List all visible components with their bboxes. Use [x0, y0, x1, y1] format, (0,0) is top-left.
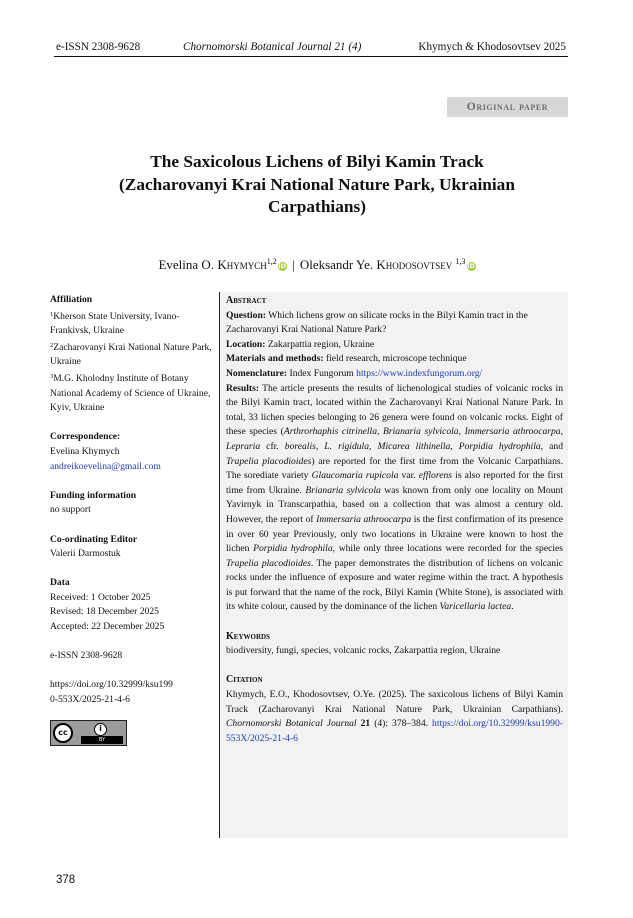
funding-heading: Funding information [50, 489, 137, 501]
results-segment: . The paper demonstrates the distribution of lichens on volcanic rocks under the influence of exposure and water regime within the tract. A hypothesis is put forward that the name of the rock, Bilyi Kamin (White Stone), is associated with its white colour, caused by the dominance of the lichen [226, 557, 563, 613]
affiliation-item [50, 339, 220, 370]
correspondence-email-link[interactable]: andreikoevelina@gmail.com [50, 460, 161, 472]
results-segment: is the first confirmation of its presence in over 60 year Previously, only two locations in Ukraine were known to host the lichen [226, 513, 564, 555]
results-text [226, 383, 563, 613]
methods-label: Materials and methods: [226, 353, 324, 365]
nomenclature-text: Index Fungorum [289, 367, 354, 379]
results-segment: and [543, 440, 563, 452]
keywords-heading: Keywords [226, 630, 270, 642]
species-name: Trapelia placodioides [226, 455, 312, 467]
species-name: Immersaria athroocarpa [316, 513, 412, 525]
citation-doi-link[interactable]: https://doi.org/10.32999/ksu1990-553X/2025-21-4-6 [226, 718, 563, 744]
funding-text: no support [50, 504, 91, 516]
article-type-badge: Original paper [447, 97, 568, 117]
citation-pages: (4): 378–384. [370, 718, 429, 730]
citation-volume: 21 [360, 718, 371, 730]
article-info-sidebar [50, 293, 220, 746]
citation-text [226, 688, 563, 746]
revised-date: Revised: 18 December 2025 [50, 606, 159, 618]
title-line: Carpathians) [268, 197, 366, 216]
abstract-results [226, 382, 563, 616]
received-date: Received: 1 October 2025 [50, 591, 151, 603]
sidebar-eissn: e-ISSN 2308-9628 [50, 650, 123, 662]
affiliation-text: Zacharovanyi Krai National Nature Park, Ukraine [50, 341, 212, 368]
affiliation-text: Kherson State University, Ivano-Frankivsk, Ukraine [50, 310, 180, 337]
nomenclature-label: Nomenclature: [226, 367, 288, 379]
author-affiliation-sup: 1,3 [455, 257, 466, 266]
editor-heading: Co-ordinating Editor [50, 533, 138, 545]
results-segment: , while only three locations were recorded for the species [332, 543, 563, 555]
index-fungorum-link[interactable]: https://www.indexfungorum.org/ [356, 367, 483, 379]
results-segment: ) are reported for the first time from the Volcanic Carpathians. The sorediate variety [226, 455, 563, 482]
affiliation-number: 1 [50, 310, 54, 318]
citation-journal: Chornomorski Botanical Journal [226, 718, 357, 730]
species-name: Trapelia placodioides [226, 557, 311, 569]
author-separator: | [291, 257, 295, 272]
methods-text: field research, microscope technique [325, 353, 467, 365]
location-text: Zakarpattia region, Ukraine [267, 338, 375, 350]
author-list [60, 253, 574, 274]
abstract-methods [226, 352, 563, 367]
results-segment: is also reported for the first time from Ukraine. [226, 470, 563, 496]
data-heading: Data [50, 577, 70, 589]
author-first-name: Evelina O. [158, 257, 215, 272]
correspondence-name: Evelina Khymych [50, 445, 120, 457]
title-line: (Zacharovanyi Krai National Nature Park, Ukrainian [119, 174, 515, 194]
sidebar-doi: https://doi.org/10.32999/ksu1990-553X/2025-21-4-6 [50, 679, 173, 706]
citation-authors-title: Khymych, E.O., Khodosovtsev, O.Ye. (2025). The saxicolous lichens of Bilyi Kamin Track (Zacharovanyi Krai National Nature Park, Ukrainian Carpathians). [226, 689, 563, 715]
species-name: Arthrorhaphis citrinella, Brianaria sylvicola, Immersaria athroocarpa, Lepraria [226, 426, 563, 452]
species-name: Porpidia hydrophila [253, 543, 333, 555]
correspondence-heading: Correspondence: [50, 431, 121, 443]
author-last-name: Khodosovtsev [376, 257, 453, 272]
cc-by-license-badge[interactable] [50, 720, 127, 746]
results-segment: The article presents the results of lichenological studies of volcanic rocks in the Bilyi Kamin tract, located within the Zacharovanyi Krai National Nature Park. In total, 33 lichen species belonging to 26 genera were found on volcanic rocks. Eight of these species ( [226, 382, 563, 438]
author-last-name: Khymych [217, 257, 267, 272]
header-journal: Chornomorski Botanical Journal 21 (4) [183, 41, 362, 53]
species-name: Glaucomaria rupicola [311, 470, 399, 482]
title-line: The Saxicolous Lichens of Bilyi Kamin Track [150, 152, 484, 171]
header-issn: e-ISSN 2308-9628 [56, 41, 141, 53]
affiliation-text: M.G. Kholodny Institute of Botany National Academy of Science of Ukraine, Kyiv, Ukraine [50, 372, 211, 414]
location-label: Location: [226, 338, 266, 350]
by-attribution-icon [81, 723, 123, 743]
question-text: Which lichens grow on silicate rocks in the Bilyi Kamin tract in the Zacharovanyi Krai National Nature Park? [226, 309, 528, 336]
results-segment: cfr. [260, 440, 285, 452]
affiliation-number: 3 [50, 372, 54, 380]
editor-name: Valerii Darmostuk [50, 548, 121, 560]
citation-heading: Citation [226, 674, 263, 686]
results-segment: was known from only one locality on Mount Yavirnyk in Transcarpathia, based on a collection that was almost a century old. However, the report of [226, 484, 563, 525]
person-icon: i [94, 723, 107, 736]
page-number: 378 [56, 874, 76, 886]
results-segment: . [511, 601, 514, 613]
running-header [54, 40, 568, 57]
abstract-heading: Abstract [226, 295, 267, 306]
orcid-icon[interactable]: iD [467, 262, 475, 270]
accepted-date: Accepted: 22 December 2025 [50, 621, 165, 633]
affiliation-heading: Affiliation [50, 294, 93, 305]
header-authors-year: Khymych & Khodosovtsev 2025 [418, 41, 566, 53]
author-first-name: Oleksandr Ye. [299, 257, 374, 272]
species-name: Varicellaria lactea [439, 601, 512, 613]
species-name: efflorens [418, 470, 453, 482]
affiliation-item [50, 370, 220, 416]
keywords-text: biodiversity, fungi, species, volcanic rocks, Zakarpattia region, Ukraine [226, 645, 501, 657]
author-affiliation-sup: 1,2 [266, 257, 277, 266]
orcid-icon[interactable]: iD [278, 262, 287, 270]
abstract-nomenclature [226, 367, 563, 382]
species-name: borealis, L. rigidula, Micarea lithinella, Porpidia hydrophila, [284, 440, 544, 452]
species-name: Brianaria sylvicola [305, 484, 381, 496]
question-label: Question: [226, 309, 266, 321]
affiliation-item [50, 308, 220, 339]
abstract-question [226, 309, 563, 338]
paper-title [60, 151, 574, 219]
cc-icon: cc [53, 723, 73, 743]
abstract-location [226, 338, 563, 353]
results-segment: var. [398, 470, 419, 482]
affiliation-number: 2 [50, 341, 54, 349]
abstract-box [219, 292, 568, 838]
results-label: Results: [226, 382, 260, 394]
by-label: BY [81, 736, 123, 744]
